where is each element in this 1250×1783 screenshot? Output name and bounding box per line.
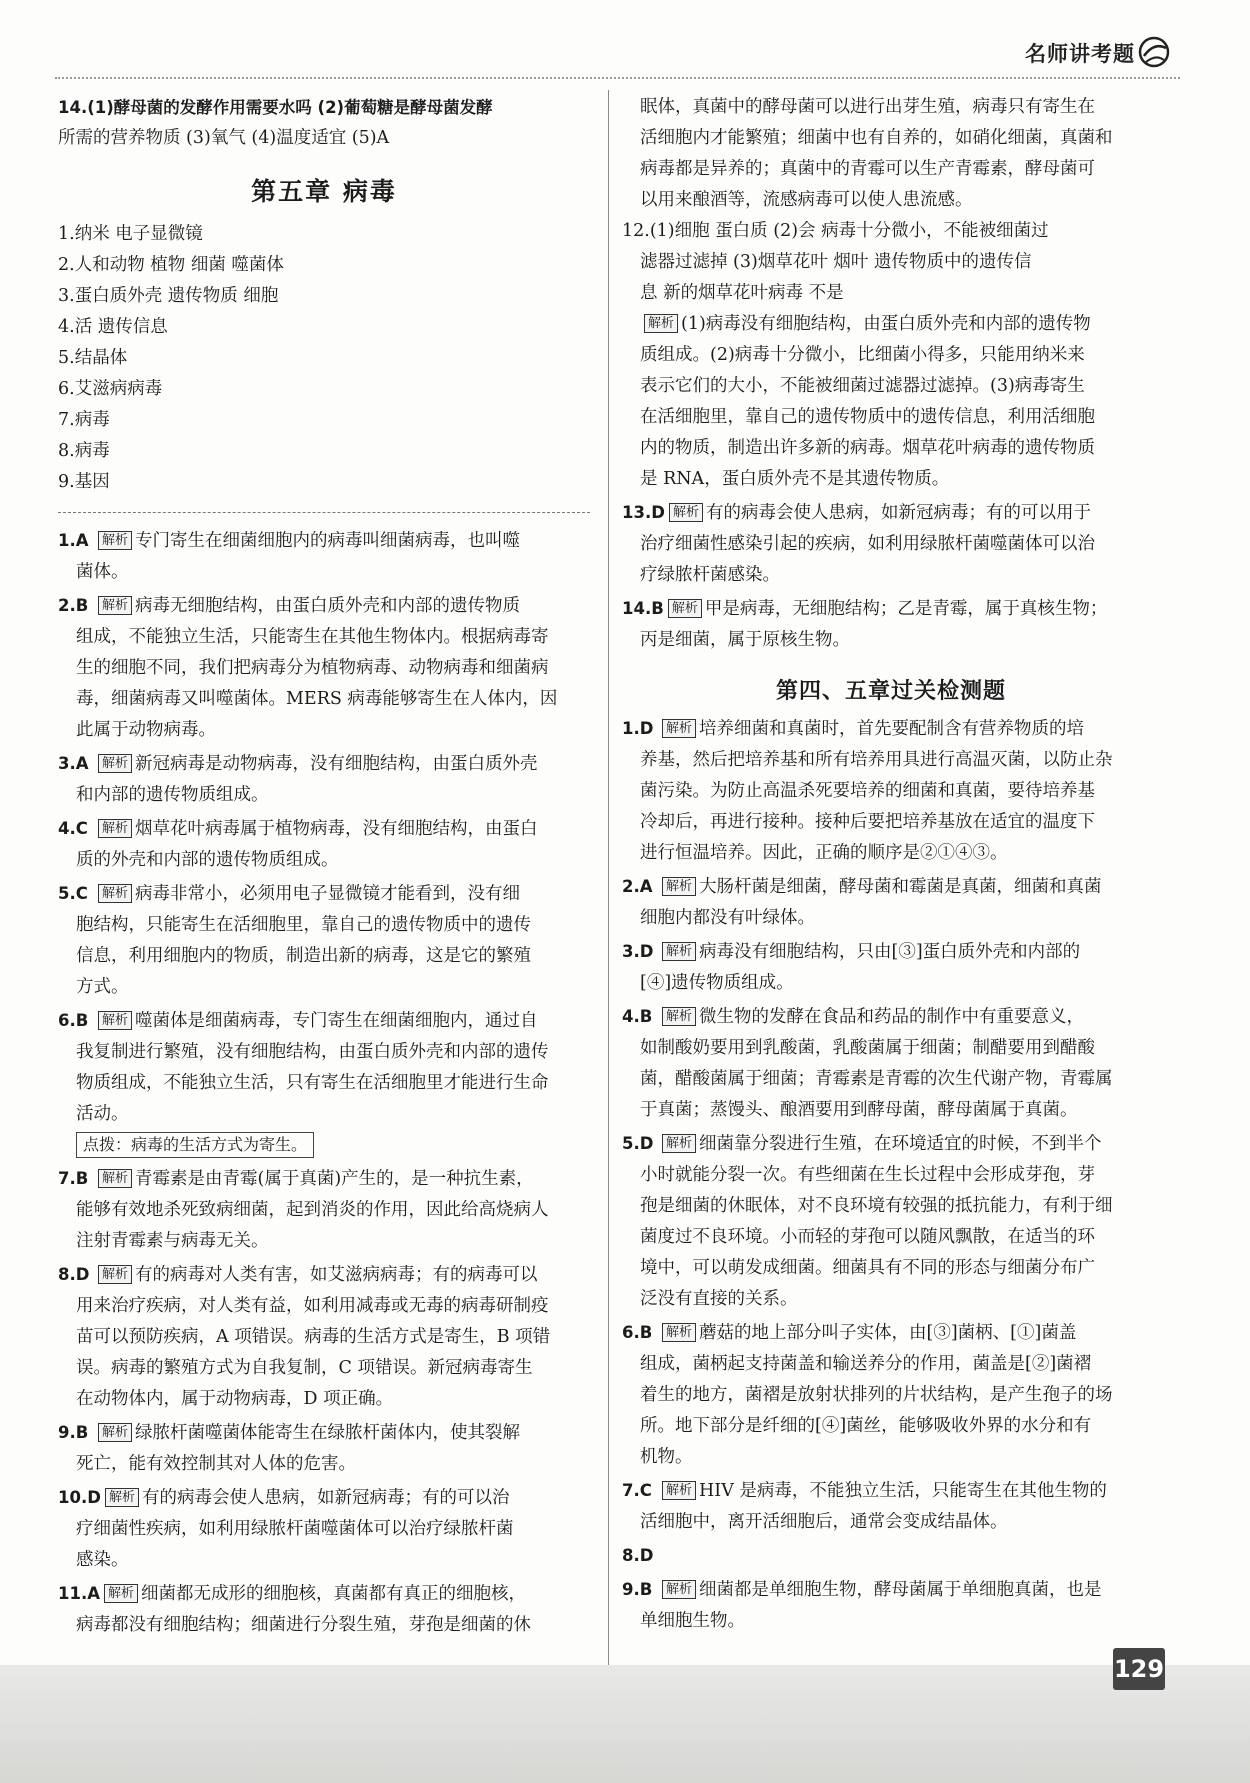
answer-item xyxy=(622,1317,1160,1473)
right-column xyxy=(622,92,1160,1637)
text-line: 孢是细菌的休眠体，对不良环境有较强的抵抗能力，有利于细 xyxy=(640,1196,1113,1216)
answer-item xyxy=(58,1005,590,1130)
fill-answer: 5.结晶体 xyxy=(58,348,128,368)
review-title: 第四、五章过关检测题 xyxy=(775,679,1006,704)
text-line: 细菌靠分裂进行生殖，在环境适宜的时候，不到半个 xyxy=(699,1134,1102,1154)
text-line: 菌污染。为防止高温杀死要培养的细菌和真菌，要待培养基 xyxy=(640,781,1095,801)
text-line: 用来治疗疾病，对人类有益，如利用减毒或无毒的病毒研制疫 xyxy=(76,1296,549,1316)
analysis-tag: 解析 xyxy=(662,877,696,896)
analysis-tag: 解析 xyxy=(644,314,678,333)
text-line: 活细胞内才能繁殖；细菌中也有自养的，如硝化细菌，真菌和 xyxy=(640,128,1113,148)
answer-item xyxy=(58,525,590,588)
q11-continued xyxy=(622,92,1160,216)
answer-number: 9.B xyxy=(58,1423,89,1442)
chapter-title: 第五章 病毒 xyxy=(251,177,397,206)
analysis-tag: 解析 xyxy=(98,596,132,615)
answer-number: 7.B xyxy=(58,1169,89,1188)
fill-answer: 1.纳米 电子显微镜 xyxy=(58,224,203,244)
analysis-tag: 解析 xyxy=(662,1481,696,1500)
text-line: 着生的地方，菌褶是放射状排列的片状结构，是产生孢子的场 xyxy=(640,1385,1113,1405)
answer-number: 8.D xyxy=(622,1546,654,1565)
text-line: 内的物质，制造出许多新的病毒。烟草花叶病毒的遗传物质 xyxy=(640,438,1095,458)
text-line: 疗细菌性疾病，如利用绿脓杆菌噬菌体可以治疗绿脓杆菌 xyxy=(76,1519,514,1539)
text-line: 菌体。 xyxy=(76,562,129,582)
text-line: 有的病毒会使人患病，如新冠病毒；有的可以治 xyxy=(141,1488,510,1508)
text-line: 组成，不能独立生活，只能寄生在其他生物体内。根据病毒寄 xyxy=(76,627,549,647)
text-line: 毒，细菌病毒又叫噬菌体。MERS 病毒能够寄生在人体内，因 xyxy=(76,689,558,709)
text-line: 境中，可以萌发成细菌。细菌具有不同的形态与细菌分布广 xyxy=(640,1258,1095,1278)
answer-item xyxy=(622,1475,1160,1538)
analysis-tag: 解析 xyxy=(668,599,702,618)
answer-number: 1.D xyxy=(622,719,654,738)
answer-number: 5.D xyxy=(622,1134,654,1153)
footer-band xyxy=(0,1665,1250,1783)
answer-item xyxy=(58,748,590,811)
answer-item xyxy=(622,1574,1160,1637)
text-line: 菌度过不良环境。小而轻的芽孢可以随风飘散，在适当的环 xyxy=(640,1227,1095,1247)
text-line: 有的病毒会使人患病，如新冠病毒；有的可以用于 xyxy=(705,503,1091,523)
answer-number: 14.B xyxy=(622,599,664,618)
text-line: 活动。 xyxy=(76,1104,129,1124)
answer-number: 2.A xyxy=(622,877,653,896)
text-line: HIV 是病毒，不能独立生活，只能寄生在其他生物的 xyxy=(699,1481,1107,1501)
answer-item xyxy=(58,590,590,746)
fill-answers xyxy=(58,219,590,498)
text-line: 表示它们的大小，不能被细菌过滤器过滤掉。(3)病毒寄生 xyxy=(640,376,1085,396)
text-line: 细胞内都没有叶绿体。 xyxy=(640,908,815,928)
answer-item xyxy=(58,1482,590,1576)
analysis-tag: 解析 xyxy=(98,754,132,773)
text-line: 细菌都无成形的细胞核，真菌都有真正的细胞核， xyxy=(141,1584,527,1604)
answer-list xyxy=(622,497,1160,656)
text-line: (1)病毒没有细胞结构，由蛋白质外壳和内部的遗传物 xyxy=(681,314,1091,334)
answer-number: 11.A xyxy=(58,1584,100,1603)
answer-item xyxy=(58,813,590,876)
fill-answer: 3.蛋白质外壳 遗传物质 细胞 xyxy=(58,286,279,306)
text-line: 单细胞生物。 xyxy=(640,1611,745,1631)
answer-number: 4.B xyxy=(622,1007,653,1026)
analysis-tag: 解析 xyxy=(104,1584,138,1603)
text-line: 病毒无细胞结构，由蛋白质外壳和内部的遗传物质 xyxy=(135,596,521,616)
analysis-tag: 解析 xyxy=(669,503,703,522)
text-line: 青霉素是由青霉(属于真菌)产生的，是一种抗生素， xyxy=(135,1169,534,1189)
text-line: 有的病毒对人类有害，如艾滋病病毒；有的病毒可以 xyxy=(135,1265,538,1285)
question-12 xyxy=(622,216,1160,495)
answer-item xyxy=(58,1417,590,1480)
answer-number: 6.B xyxy=(58,1011,89,1030)
answer-number: 10.D xyxy=(58,1488,101,1507)
header-divider xyxy=(55,77,1180,79)
text-line: 误。病毒的繁殖方式为自我复制，C 项错误。新冠病毒寄生 xyxy=(76,1358,533,1378)
analysis-tag: 解析 xyxy=(98,1423,132,1442)
fill-answer: 4.活 遗传信息 xyxy=(58,317,168,337)
q12-line: 12.(1)细胞 蛋白质 (2)会 病毒十分微小，不能被细菌过 xyxy=(622,221,1049,241)
text-line: 胞结构，只能寄生在活细胞里，靠自己的遗传物质中的遗传 xyxy=(76,915,531,935)
answer-item xyxy=(622,871,1160,934)
left-column xyxy=(58,92,590,1641)
text-line: 病毒都没有细胞结构；细菌进行分裂生殖，芽孢是细菌的休 xyxy=(76,1615,531,1635)
brand-title: 名师讲考题 xyxy=(1025,42,1135,66)
text-line: 如制酸奶要用到乳酸菌，乳酸菌属于细菌；制醋要用到醋酸 xyxy=(640,1038,1095,1058)
page-number: 129 xyxy=(1113,1648,1165,1690)
answer-number: 4.C xyxy=(58,819,88,838)
fill-answer: 7.病毒 xyxy=(58,410,110,430)
text-line: 专门寄生在细菌细胞内的病毒叫细菌病毒，也叫噬 xyxy=(135,531,521,551)
column-divider xyxy=(608,90,609,1670)
answer-number: 6.B xyxy=(622,1323,653,1342)
text-line: 以用来酿酒等，流感病毒可以使人患流感。 xyxy=(640,190,973,210)
answer-number: 5.C xyxy=(58,884,88,903)
text-line: 小时就能分裂一次。有些细菌在生长过程中会形成芽孢，芽 xyxy=(640,1165,1095,1185)
text-line: 机物。 xyxy=(640,1447,693,1467)
text-line: 在活细胞里，靠自己的遗传物质中的遗传信息，利用活细胞 xyxy=(640,407,1095,427)
text-line: 物质组成，不能独立生活，只有寄生在活细胞里才能进行生命 xyxy=(76,1073,549,1093)
answer-number: 13.D xyxy=(622,503,665,522)
text-line: 死亡，能有效控制其对人体的危害。 xyxy=(76,1454,356,1474)
analysis-tag: 解析 xyxy=(662,942,696,961)
text-line: 微生物的发酵在食品和药品的制作中有重要意义， xyxy=(699,1007,1085,1027)
fill-answer: 2.人和动物 植物 细菌 噬菌体 xyxy=(58,255,284,275)
text-line: 新冠病毒是动物病毒，没有细胞结构，由蛋白质外壳 xyxy=(135,754,538,774)
text-line: 质的外壳和内部的遗传物质组成。 xyxy=(76,850,339,870)
text-line: 活细胞中，离开活细胞后，通常会变成结晶体。 xyxy=(640,1512,1008,1532)
analysis-tag: 解析 xyxy=(662,1007,696,1026)
q12-line: 息 新的烟草花叶病毒 不是 xyxy=(640,283,844,303)
answer-number: 9.B xyxy=(622,1580,653,1599)
analysis-tag: 解析 xyxy=(98,531,132,550)
text-line: 和内部的遗传物质组成。 xyxy=(76,785,269,805)
answer-item xyxy=(622,1540,1160,1572)
q14-line: 所需的营养物质 (3)氧气 (4)温度适宜 (5)A xyxy=(58,128,390,148)
analysis-tag: 解析 xyxy=(98,819,132,838)
text-line: 质组成。(2)病毒十分微小，比细菌小得多，只能用纳米来 xyxy=(640,345,1085,365)
text-line: 苗可以预防疾病，A 项错误。病毒的生活方式是寄生，B 项错 xyxy=(76,1327,551,1347)
answer-number: 7.C xyxy=(622,1481,652,1500)
text-line: 冷却后，再进行接种。接种后要把培养基放在适宜的温度下 xyxy=(640,812,1095,832)
answer-item xyxy=(622,593,1160,656)
analysis-tag: 解析 xyxy=(98,884,132,903)
text-line: 治疗细菌性感染引起的疾病，如利用绿脓杆菌噬菌体可以治 xyxy=(640,534,1095,554)
text-line: 病毒都是异养的；真菌中的青霉可以生产青霉素，酵母菌可 xyxy=(640,159,1095,179)
analysis-tag: 解析 xyxy=(98,1265,132,1284)
text-line: 病毒非常小，必须用电子显微镜才能看到，没有细 xyxy=(135,884,521,904)
answer-item xyxy=(58,1259,590,1415)
analysis-tag: 解析 xyxy=(662,1580,696,1599)
text-line: 眠体，真菌中的酵母菌可以进行出芽生殖，病毒只有寄生在 xyxy=(640,97,1095,117)
text-line: 烟草花叶病毒属于植物病毒，没有细胞结构，由蛋白 xyxy=(135,819,538,839)
text-line: 能够有效地杀死致病细菌，起到消炎的作用，因此给高烧病人 xyxy=(76,1200,549,1220)
analysis-tag: 解析 xyxy=(98,1169,132,1188)
answer-list xyxy=(622,713,1160,1637)
text-line: 注射青霉素与病毒无关。 xyxy=(76,1231,269,1251)
brand-logo-icon xyxy=(1136,34,1172,70)
text-line: 病毒没有细胞结构，只由[③]蛋白质外壳和内部的 xyxy=(699,942,1081,962)
text-line: 进行恒温培养。因此，正确的顺序是②①④③。 xyxy=(640,843,1008,863)
text-line: 泛没有直接的关系。 xyxy=(640,1289,798,1309)
answer-number: 3.D xyxy=(622,942,654,961)
answer-number: 1.A xyxy=(58,531,89,550)
fill-answer: 6.艾滋病病毒 xyxy=(58,379,163,399)
question-14 xyxy=(58,92,590,154)
text-line: 信息，利用细胞内的物质，制造出新的病毒，这是它的繁殖 xyxy=(76,946,531,966)
text-line: 在动物体内，属于动物病毒，D 项正确。 xyxy=(76,1389,394,1409)
fill-answer: 9.基因 xyxy=(58,472,110,492)
answer-list xyxy=(58,525,590,1641)
text-line: 我复制进行繁殖，没有细胞结构，由蛋白质外壳和内部的遗传 xyxy=(76,1042,549,1062)
q12-line: 滤器过滤掉 (3)烟草花叶 烟叶 遗传物质中的遗传信 xyxy=(640,252,1032,272)
text-line: 疗绿脓杆菌感染。 xyxy=(640,565,780,585)
text-line: 于真菌；蒸馒头、酿酒要用到酵母菌，酵母菌属于真菌。 xyxy=(640,1100,1078,1120)
tip-box: 点拨：病毒的生活方式为寄生。 xyxy=(76,1132,314,1158)
answer-number: 8.D xyxy=(58,1265,90,1284)
answer-item xyxy=(622,936,1160,999)
answer-item xyxy=(622,713,1160,869)
answer-item xyxy=(58,878,590,1003)
analysis-tag: 解析 xyxy=(662,1134,696,1153)
fill-answer: 8.病毒 xyxy=(58,441,110,461)
text-line: 组成，菌柄起支持菌盖和输送养分的作用，菌盖是[②]菌褶 xyxy=(640,1354,1092,1374)
answer-item xyxy=(622,497,1160,591)
section-divider xyxy=(58,512,590,513)
text-line: 所。地下部分是纤细的[④]菌丝，能够吸收外界的水分和有 xyxy=(640,1416,1092,1436)
text-line: 蘑菇的地上部分叫子实体，由[③]菌柄、[①]菌盖 xyxy=(699,1323,1077,1343)
text-line: [④]遗传物质组成。 xyxy=(640,973,794,993)
text-line: 噬菌体是细菌病毒，专门寄生在细菌细胞内，通过自 xyxy=(135,1011,538,1031)
text-line: 方式。 xyxy=(76,977,129,997)
answer-number: 3.A xyxy=(58,754,89,773)
text-line: 培养细菌和真菌时，首先要配制含有营养物质的培 xyxy=(699,719,1085,739)
answer-item xyxy=(622,1128,1160,1315)
text-line: 是 RNA，蛋白质外壳不是其遗传物质。 xyxy=(640,469,950,489)
q14-line: 14.(1)酵母菌的发酵作用需要水吗 (2)葡萄糖是酵母菌发酵 xyxy=(58,98,493,117)
analysis-tag: 解析 xyxy=(662,1323,696,1342)
text-line: 生的细胞不同，我们把病毒分为植物病毒、动物病毒和细菌病 xyxy=(76,658,549,678)
text-line: 养基，然后把培养基和所有培养用具进行高温灭菌，以防止杂 xyxy=(640,750,1113,770)
page-header xyxy=(0,0,1250,80)
answer-item xyxy=(58,1578,590,1641)
text-line: 此属于动物病毒。 xyxy=(76,720,216,740)
analysis-tag: 解析 xyxy=(662,719,696,738)
analysis-tag: 解析 xyxy=(98,1011,132,1030)
text-line: 甲是病毒，无细胞结构；乙是青霉，属于真核生物； xyxy=(704,599,1108,619)
text-line: 大肠杆菌是细菌，酵母菌和霉菌是真菌，细菌和真菌 xyxy=(699,877,1102,897)
text-line: 细菌都是单细胞生物，酵母菌属于单细胞真菌，也是 xyxy=(699,1580,1102,1600)
text-line: 菌，醋酸菌属于细菌；青霉素是青霉的次生代谢产物，青霉属 xyxy=(640,1069,1113,1089)
answer-number: 2.B xyxy=(58,596,89,615)
text-line: 感染。 xyxy=(76,1550,129,1570)
answer-item xyxy=(622,1001,1160,1126)
text-line: 丙是细菌，属于原核生物。 xyxy=(640,630,850,650)
text-line: 绿脓杆菌噬菌体能寄生在绿脓杆菌体内，使其裂解 xyxy=(135,1423,521,1443)
answer-item xyxy=(58,1163,590,1257)
analysis-tag: 解析 xyxy=(105,1488,139,1507)
